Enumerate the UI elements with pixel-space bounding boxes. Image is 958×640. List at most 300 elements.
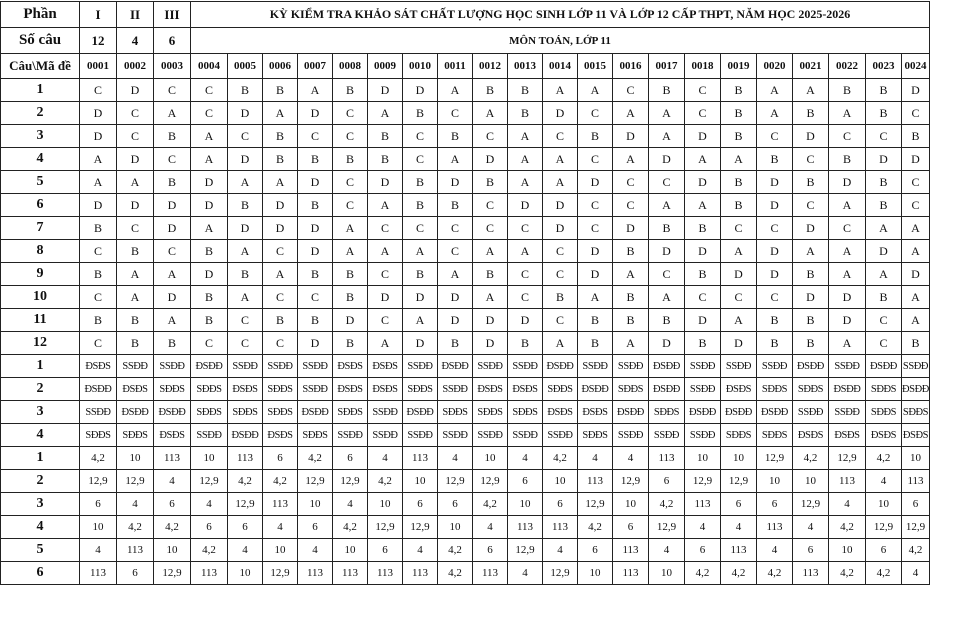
part1-answer-cell: B bbox=[613, 240, 649, 263]
part1-answer-cell: A bbox=[228, 240, 263, 263]
part1-answer-cell: B bbox=[333, 263, 368, 286]
part2-row bbox=[1, 401, 930, 424]
part2-answer-cell: SSĐĐ bbox=[438, 424, 473, 447]
part2-answer-cell: ĐSĐĐ bbox=[866, 355, 902, 378]
part-label-2: II bbox=[117, 2, 154, 28]
part1-answer-cell: B bbox=[793, 171, 829, 194]
so-cau-label: Số câu bbox=[1, 28, 80, 54]
exam-code-0015: 0015 bbox=[578, 54, 613, 79]
part1-answer-cell: B bbox=[578, 332, 613, 355]
part2-answer-cell: SSĐĐ bbox=[829, 355, 866, 378]
exam-code-0022: 0022 bbox=[829, 54, 866, 79]
exam-code-0023: 0023 bbox=[866, 54, 902, 79]
part1-answer-cell: A bbox=[508, 148, 543, 171]
part1-answer-cell: C bbox=[438, 102, 473, 125]
part1-answer-cell: A bbox=[508, 240, 543, 263]
part1-answer-cell: D bbox=[117, 194, 154, 217]
part3-answer-cell: 12,9 bbox=[403, 516, 438, 539]
part3-answer-cell: 4 bbox=[508, 562, 543, 585]
part1-answer-cell: A bbox=[263, 171, 298, 194]
part3-answer-cell: 12,9 bbox=[438, 470, 473, 493]
part1-answer-cell: C bbox=[649, 171, 685, 194]
part1-answer-cell: D bbox=[298, 332, 333, 355]
part1-answer-cell: B bbox=[333, 79, 368, 102]
part3-answer-cell: 12,9 bbox=[543, 562, 578, 585]
part1-answer-cell: B bbox=[473, 171, 508, 194]
part1-answer-cell: D bbox=[438, 286, 473, 309]
part1-row bbox=[1, 102, 930, 125]
exam-title: KỲ KIỂM TRA KHẢO SÁT CHẤT LƯỢNG HỌC SINH LỚP 11 VÀ LỚP 12 CẤP THPT, NĂM HỌC 2025-2026 bbox=[191, 2, 930, 28]
part2-answer-cell: ĐSĐS bbox=[793, 424, 829, 447]
part3-answer-cell: 4,2 bbox=[649, 493, 685, 516]
part1-answer-cell: D bbox=[473, 332, 508, 355]
part1-answer-cell: B bbox=[543, 286, 578, 309]
part1-answer-cell: D bbox=[685, 171, 721, 194]
part2-answer-cell: SĐĐS bbox=[228, 401, 263, 424]
part2-answer-cell: ĐSĐĐ bbox=[154, 401, 191, 424]
part1-answer-cell: B bbox=[793, 263, 829, 286]
part1-answer-cell: A bbox=[438, 263, 473, 286]
part1-answer-cell: C bbox=[866, 125, 902, 148]
part1-answer-cell: B bbox=[757, 148, 793, 171]
part1-answer-cell: B bbox=[649, 309, 685, 332]
part1-answer-cell: A bbox=[543, 79, 578, 102]
part3-answer-cell: 113 bbox=[793, 562, 829, 585]
part1-answer-cell: A bbox=[543, 171, 578, 194]
part1-answer-cell: A bbox=[902, 240, 930, 263]
part3-row bbox=[1, 470, 930, 493]
part1-answer-cell: D bbox=[191, 263, 228, 286]
part1-answer-cell: C bbox=[866, 332, 902, 355]
part1-answer-cell: A bbox=[117, 263, 154, 286]
part1-body bbox=[1, 79, 930, 355]
part2-answer-cell: SSĐĐ bbox=[438, 378, 473, 401]
part3-answer-cell: 6 bbox=[613, 516, 649, 539]
part2-answer-cell: ĐSĐS bbox=[333, 378, 368, 401]
part1-answer-cell: C bbox=[578, 217, 613, 240]
part1-answer-cell: B bbox=[154, 332, 191, 355]
part1-answer-cell: B bbox=[368, 148, 403, 171]
part3-answer-cell: 113 bbox=[685, 493, 721, 516]
part2-answer-cell: ĐSĐĐ bbox=[298, 401, 333, 424]
part2-answer-cell: ĐSĐĐ bbox=[685, 401, 721, 424]
part2-answer-cell: ĐSĐĐ bbox=[543, 355, 578, 378]
part1-answer-cell: A bbox=[508, 125, 543, 148]
exam-code-0018: 0018 bbox=[685, 54, 721, 79]
part1-answer-cell: C bbox=[333, 125, 368, 148]
part3-answer-cell: 12,9 bbox=[117, 470, 154, 493]
part1-answer-cell: B bbox=[721, 125, 757, 148]
part3-answer-cell: 10 bbox=[685, 447, 721, 470]
part1-answer-cell: D bbox=[228, 102, 263, 125]
part1-answer-cell: A bbox=[793, 79, 829, 102]
part1-answer-cell: D bbox=[263, 217, 298, 240]
part1-answer-cell: D bbox=[154, 286, 191, 309]
part3-answer-cell: 10 bbox=[757, 470, 793, 493]
part3-answer-cell: 6 bbox=[685, 539, 721, 562]
part3-answer-cell: 4,2 bbox=[154, 516, 191, 539]
part3-answer-cell: 10 bbox=[721, 447, 757, 470]
part3-answer-cell: 113 bbox=[80, 562, 117, 585]
part1-question-label: 3 bbox=[1, 125, 80, 148]
part2-answer-cell: SSĐĐ bbox=[757, 355, 793, 378]
part1-answer-cell: B bbox=[263, 79, 298, 102]
part3-answer-cell: 4 bbox=[508, 447, 543, 470]
part2-answer-cell: ĐSĐĐ bbox=[649, 378, 685, 401]
code-row bbox=[1, 54, 930, 79]
part3-answer-cell: 12,9 bbox=[613, 470, 649, 493]
part1-answer-cell: B bbox=[685, 217, 721, 240]
part1-answer-cell: C bbox=[117, 217, 154, 240]
part3-answer-cell: 4 bbox=[473, 516, 508, 539]
part1-row bbox=[1, 79, 930, 102]
part1-answer-cell: C bbox=[368, 217, 403, 240]
part3-answer-cell: 6 bbox=[333, 447, 368, 470]
part1-answer-cell: C bbox=[543, 309, 578, 332]
exam-code-0014: 0014 bbox=[543, 54, 578, 79]
part3-answer-cell: 4 bbox=[298, 539, 333, 562]
part1-row bbox=[1, 263, 930, 286]
part3-answer-cell: 12,9 bbox=[902, 516, 930, 539]
part1-answer-cell: C bbox=[191, 102, 228, 125]
part3-answer-cell: 12,9 bbox=[829, 447, 866, 470]
part3-answer-cell: 113 bbox=[578, 470, 613, 493]
part1-answer-cell: B bbox=[685, 263, 721, 286]
part1-answer-cell: B bbox=[902, 125, 930, 148]
part1-answer-cell: C bbox=[80, 240, 117, 263]
part1-answer-cell: B bbox=[438, 194, 473, 217]
part1-answer-cell: A bbox=[613, 332, 649, 355]
part3-answer-cell: 10 bbox=[263, 539, 298, 562]
part1-answer-cell: A bbox=[473, 286, 508, 309]
part1-answer-cell: C bbox=[902, 194, 930, 217]
part2-answer-cell: SĐĐS bbox=[80, 424, 117, 447]
part1-answer-cell: B bbox=[829, 148, 866, 171]
part1-answer-cell: B bbox=[866, 79, 902, 102]
part1-answer-cell: D bbox=[649, 332, 685, 355]
part1-answer-cell: C bbox=[117, 102, 154, 125]
part3-row bbox=[1, 562, 930, 585]
part3-answer-cell: 4 bbox=[721, 516, 757, 539]
part2-answer-cell: SSĐĐ bbox=[333, 424, 368, 447]
part1-answer-cell: B bbox=[228, 194, 263, 217]
part2-answer-cell: SSĐĐ bbox=[613, 424, 649, 447]
part1-answer-cell: A bbox=[649, 125, 685, 148]
part3-answer-cell: 4,2 bbox=[473, 493, 508, 516]
part1-answer-cell: B bbox=[721, 102, 757, 125]
part2-answer-cell: SSĐĐ bbox=[473, 355, 508, 378]
part1-answer-cell: D bbox=[902, 263, 930, 286]
part1-answer-cell: C bbox=[154, 79, 191, 102]
part1-answer-cell: A bbox=[403, 240, 438, 263]
part1-answer-cell: A bbox=[757, 79, 793, 102]
part3-answer-cell: 12,9 bbox=[793, 493, 829, 516]
exam-code-0001: 0001 bbox=[80, 54, 117, 79]
part-label-1: I bbox=[80, 2, 117, 28]
part2-answer-cell: SSĐĐ bbox=[154, 355, 191, 378]
part2-question-label: 4 bbox=[1, 424, 80, 447]
exam-code-0002: 0002 bbox=[117, 54, 154, 79]
part1-answer-cell: C bbox=[298, 125, 333, 148]
part1-answer-cell: C bbox=[685, 79, 721, 102]
part1-answer-cell: B bbox=[438, 125, 473, 148]
part1-answer-cell: D bbox=[757, 194, 793, 217]
part3-answer-cell: 6 bbox=[508, 470, 543, 493]
part1-row bbox=[1, 125, 930, 148]
part1-answer-cell: A bbox=[80, 148, 117, 171]
part3-answer-cell: 12,9 bbox=[333, 470, 368, 493]
part1-answer-cell: C bbox=[473, 125, 508, 148]
part1-answer-cell: A bbox=[685, 194, 721, 217]
part1-answer-cell: D bbox=[368, 286, 403, 309]
part1-answer-cell: A bbox=[191, 148, 228, 171]
part1-answer-cell: C bbox=[543, 125, 578, 148]
part1-answer-cell: B bbox=[298, 148, 333, 171]
part3-answer-cell: 4 bbox=[902, 562, 930, 585]
part3-answer-cell: 4 bbox=[866, 470, 902, 493]
part1-answer-cell: D bbox=[298, 171, 333, 194]
answer-key-table bbox=[0, 1, 930, 585]
exam-code-0021: 0021 bbox=[793, 54, 829, 79]
part3-answer-cell: 12,9 bbox=[721, 470, 757, 493]
exam-code-0020: 0020 bbox=[757, 54, 793, 79]
part-label-3: III bbox=[154, 2, 191, 28]
part2-answer-cell: SSĐĐ bbox=[649, 424, 685, 447]
part1-answer-cell: C bbox=[403, 148, 438, 171]
part1-answer-cell: B bbox=[685, 332, 721, 355]
exam-code-0007: 0007 bbox=[298, 54, 333, 79]
part1-answer-cell: B bbox=[80, 263, 117, 286]
part1-answer-cell: B bbox=[191, 286, 228, 309]
part1-answer-cell: A bbox=[829, 240, 866, 263]
part1-question-label: 4 bbox=[1, 148, 80, 171]
part3-answer-cell: 4 bbox=[829, 493, 866, 516]
part3-answer-cell: 113 bbox=[902, 470, 930, 493]
part3-answer-cell: 4,2 bbox=[866, 562, 902, 585]
part1-answer-cell: B bbox=[473, 79, 508, 102]
part3-answer-cell: 113 bbox=[613, 539, 649, 562]
part1-answer-cell: A bbox=[866, 263, 902, 286]
part3-answer-cell: 10 bbox=[228, 562, 263, 585]
part1-answer-cell: A bbox=[228, 171, 263, 194]
part1-answer-cell: A bbox=[685, 148, 721, 171]
part1-answer-cell: D bbox=[154, 194, 191, 217]
part2-answer-cell: SĐĐS bbox=[866, 378, 902, 401]
part3-answer-cell: 10 bbox=[649, 562, 685, 585]
part1-answer-cell: C bbox=[263, 332, 298, 355]
part3-answer-cell: 4,2 bbox=[368, 470, 403, 493]
part1-answer-cell: D bbox=[829, 309, 866, 332]
part1-answer-cell: C bbox=[473, 194, 508, 217]
part1-answer-cell: C bbox=[508, 263, 543, 286]
part3-answer-cell: 12,9 bbox=[473, 470, 508, 493]
part1-answer-cell: B bbox=[721, 194, 757, 217]
part1-question-label: 1 bbox=[1, 79, 80, 102]
part2-answer-cell: SĐĐS bbox=[263, 378, 298, 401]
part2-answer-cell: SSĐĐ bbox=[721, 355, 757, 378]
part1-row bbox=[1, 148, 930, 171]
part2-answer-cell: SSĐĐ bbox=[793, 401, 829, 424]
part2-answer-cell: SĐĐS bbox=[191, 378, 228, 401]
part3-question-label: 4 bbox=[1, 516, 80, 539]
part3-answer-cell: 6 bbox=[757, 493, 793, 516]
part1-answer-cell: B bbox=[263, 125, 298, 148]
part1-answer-cell: B bbox=[866, 194, 902, 217]
part1-answer-cell: D bbox=[543, 102, 578, 125]
part2-answer-cell: SĐĐS bbox=[613, 378, 649, 401]
part1-answer-cell: A bbox=[368, 194, 403, 217]
part3-answer-cell: 10 bbox=[473, 447, 508, 470]
part1-answer-cell: C bbox=[117, 125, 154, 148]
part1-answer-cell: B bbox=[117, 309, 154, 332]
part1-answer-cell: D bbox=[263, 194, 298, 217]
part1-answer-cell: D bbox=[543, 217, 578, 240]
exam-code-0013: 0013 bbox=[508, 54, 543, 79]
part1-answer-cell: C bbox=[154, 148, 191, 171]
part1-answer-cell: A bbox=[298, 79, 333, 102]
part1-answer-cell: C bbox=[793, 194, 829, 217]
part1-answer-cell: B bbox=[154, 171, 191, 194]
part1-answer-cell: C bbox=[154, 240, 191, 263]
part1-answer-cell: C bbox=[757, 125, 793, 148]
part1-answer-cell: A bbox=[721, 148, 757, 171]
part1-answer-cell: A bbox=[154, 309, 191, 332]
part2-answer-cell: SĐĐS bbox=[866, 401, 902, 424]
part1-answer-cell: B bbox=[829, 79, 866, 102]
part1-answer-cell: D bbox=[685, 309, 721, 332]
part1-answer-cell: C bbox=[649, 263, 685, 286]
part3-answer-cell: 4,2 bbox=[228, 470, 263, 493]
part1-answer-cell: A bbox=[902, 286, 930, 309]
part1-answer-cell: D bbox=[613, 125, 649, 148]
part1-answer-cell: D bbox=[191, 171, 228, 194]
part2-answer-cell: SSĐĐ bbox=[298, 378, 333, 401]
part1-answer-cell: D bbox=[578, 171, 613, 194]
part3-answer-cell: 113 bbox=[649, 447, 685, 470]
part2-answer-cell: SSĐĐ bbox=[80, 401, 117, 424]
part1-answer-cell: D bbox=[685, 125, 721, 148]
part1-answer-cell: A bbox=[649, 286, 685, 309]
part2-answer-cell: ĐSĐĐ bbox=[117, 401, 154, 424]
part2-answer-cell: SĐĐS bbox=[438, 401, 473, 424]
part3-answer-cell: 10 bbox=[578, 562, 613, 585]
part3-answer-cell: 6 bbox=[403, 493, 438, 516]
part1-answer-cell: A bbox=[578, 79, 613, 102]
part1-answer-cell: C bbox=[829, 125, 866, 148]
part3-answer-cell: 113 bbox=[228, 447, 263, 470]
part1-answer-cell: C bbox=[757, 217, 793, 240]
part3-answer-cell: 4,2 bbox=[263, 470, 298, 493]
part2-answer-cell: SĐĐS bbox=[473, 401, 508, 424]
part3-answer-cell: 4,2 bbox=[438, 562, 473, 585]
part1-answer-cell: D bbox=[578, 240, 613, 263]
part1-answer-cell: C bbox=[473, 217, 508, 240]
part3-answer-cell: 4,2 bbox=[543, 447, 578, 470]
part1-answer-cell: C bbox=[403, 125, 438, 148]
part3-answer-cell: 4,2 bbox=[829, 562, 866, 585]
part3-answer-cell: 4 bbox=[757, 539, 793, 562]
part1-answer-cell: B bbox=[117, 240, 154, 263]
part1-answer-cell: C bbox=[191, 79, 228, 102]
part1-answer-cell: D bbox=[438, 309, 473, 332]
part1-answer-cell: A bbox=[368, 102, 403, 125]
part3-answer-cell: 12,9 bbox=[228, 493, 263, 516]
part1-answer-cell: C bbox=[543, 240, 578, 263]
part2-question-label: 2 bbox=[1, 378, 80, 401]
part3-answer-cell: 4 bbox=[263, 516, 298, 539]
part2-answer-cell: SSĐĐ bbox=[685, 378, 721, 401]
part1-answer-cell: A bbox=[543, 148, 578, 171]
part1-answer-cell: B bbox=[508, 79, 543, 102]
part3-answer-cell: 12,9 bbox=[298, 470, 333, 493]
part1-answer-cell: A bbox=[403, 309, 438, 332]
part2-answer-cell: SĐĐS bbox=[543, 378, 578, 401]
part1-answer-cell: C bbox=[228, 332, 263, 355]
part3-answer-cell: 4,2 bbox=[829, 516, 866, 539]
part1-answer-cell: A bbox=[757, 102, 793, 125]
part1-answer-cell: D bbox=[829, 286, 866, 309]
part1-answer-cell: D bbox=[649, 148, 685, 171]
part2-answer-cell: SSĐĐ bbox=[829, 401, 866, 424]
part2-answer-cell: ĐSĐS bbox=[866, 424, 902, 447]
part2-answer-cell: SĐĐS bbox=[757, 378, 793, 401]
part3-answer-cell: 10 bbox=[438, 516, 473, 539]
part1-answer-cell: B bbox=[473, 263, 508, 286]
part1-answer-cell: C bbox=[80, 79, 117, 102]
part1-answer-cell: B bbox=[228, 263, 263, 286]
part3-answer-cell: 10 bbox=[80, 516, 117, 539]
part3-answer-cell: 6 bbox=[438, 493, 473, 516]
part1-answer-cell: B bbox=[228, 79, 263, 102]
part2-answer-cell: ĐSĐĐ bbox=[403, 401, 438, 424]
part1-answer-cell: A bbox=[263, 102, 298, 125]
part1-answer-cell: B bbox=[649, 217, 685, 240]
part2-row bbox=[1, 424, 930, 447]
exam-code-0016: 0016 bbox=[613, 54, 649, 79]
part1-answer-cell: A bbox=[473, 240, 508, 263]
part1-answer-cell: D bbox=[757, 263, 793, 286]
part2-answer-cell: SSĐĐ bbox=[543, 424, 578, 447]
part1-answer-cell: C bbox=[368, 309, 403, 332]
part1-question-label: 10 bbox=[1, 286, 80, 309]
part2-answer-cell: ĐSĐS bbox=[829, 424, 866, 447]
part1-answer-cell: D bbox=[80, 102, 117, 125]
exam-code-0019: 0019 bbox=[721, 54, 757, 79]
exam-code-0010: 0010 bbox=[403, 54, 438, 79]
part3-question-label: 3 bbox=[1, 493, 80, 516]
part2-answer-cell: SSĐĐ bbox=[902, 355, 930, 378]
part2-answer-cell: SSĐĐ bbox=[368, 401, 403, 424]
part3-answer-cell: 12,9 bbox=[368, 516, 403, 539]
part3-answer-cell: 4 bbox=[793, 516, 829, 539]
part1-answer-cell: A bbox=[228, 286, 263, 309]
part1-answer-cell: C bbox=[263, 240, 298, 263]
part3-answer-cell: 4,2 bbox=[298, 447, 333, 470]
part1-answer-cell: D bbox=[721, 332, 757, 355]
part1-answer-cell: C bbox=[866, 309, 902, 332]
part3-question-label: 1 bbox=[1, 447, 80, 470]
part1-answer-cell: B bbox=[80, 217, 117, 240]
part1-answer-cell: D bbox=[508, 194, 543, 217]
part3-answer-cell: 113 bbox=[829, 470, 866, 493]
part2-answer-cell: ĐSĐS bbox=[263, 424, 298, 447]
part1-answer-cell: D bbox=[613, 217, 649, 240]
part1-answer-cell: A bbox=[333, 240, 368, 263]
part1-answer-cell: B bbox=[866, 171, 902, 194]
part1-answer-cell: B bbox=[757, 332, 793, 355]
part2-answer-cell: SSĐĐ bbox=[403, 424, 438, 447]
part3-answer-cell: 10 bbox=[543, 470, 578, 493]
